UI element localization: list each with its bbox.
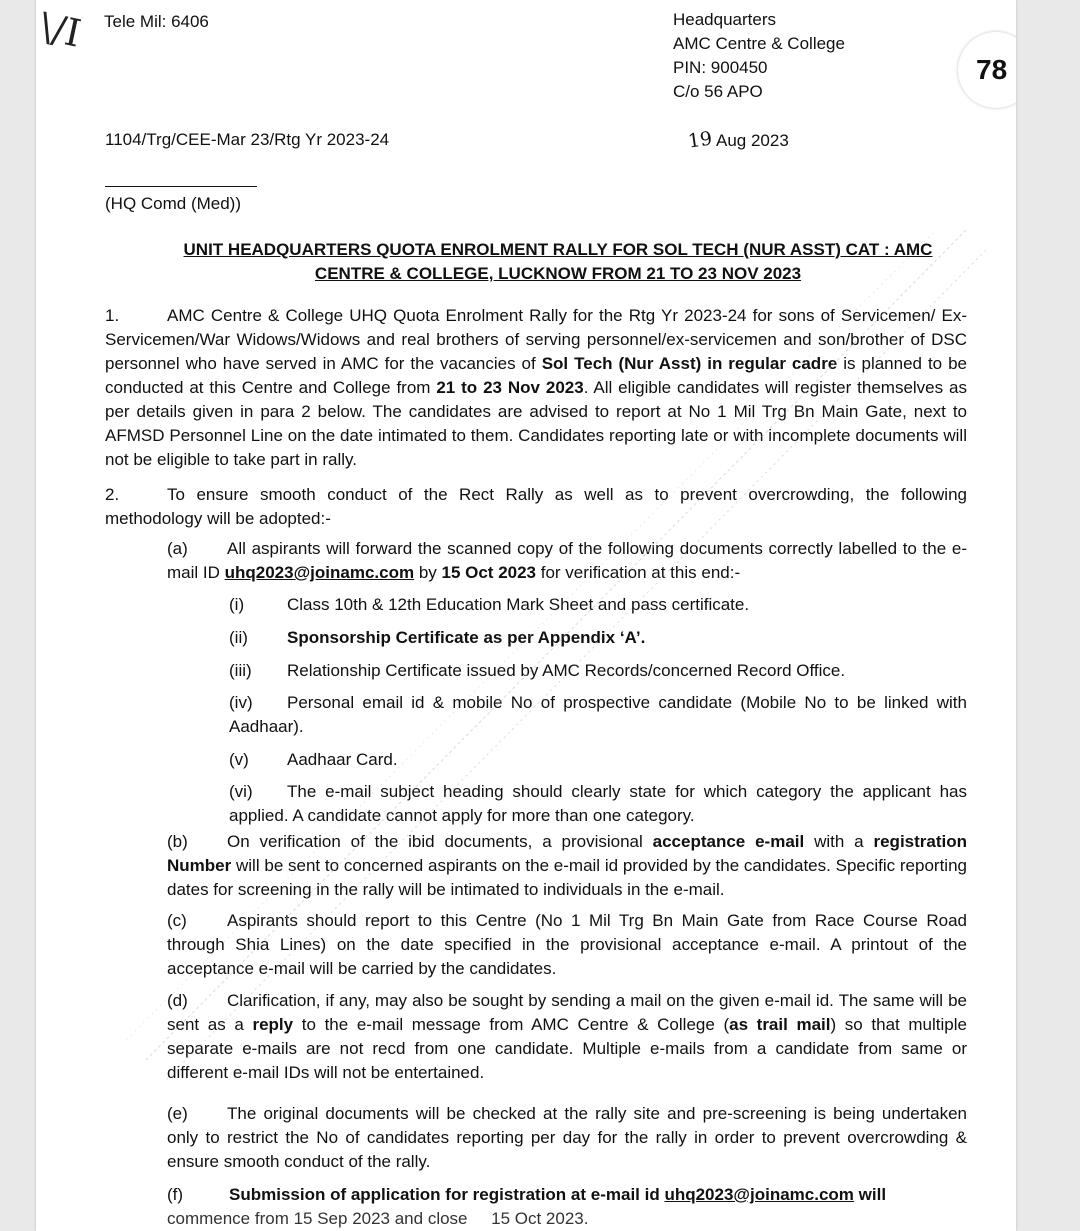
item-iii-label: (iii)	[229, 661, 252, 680]
addressee-rule	[105, 186, 257, 187]
sub-b	[167, 830, 967, 902]
addressee: (HQ Comd (Med))	[105, 194, 242, 213]
para-1-cadre: Sol Tech (Nur Asst) in regular cadre	[541, 354, 838, 373]
para-1	[105, 304, 967, 472]
para-1-number: 1.	[105, 306, 120, 325]
item-iv-label: (iv)	[229, 693, 253, 712]
sub-a-text-2: by	[414, 563, 442, 582]
item-vi-label: (vi)	[229, 782, 253, 801]
item-v-text: Aadhaar Card.	[287, 750, 398, 769]
sub-d-text-2: to the e-mail message from AMC Centre & College (	[293, 1015, 730, 1034]
date-month-year: Aug 2023	[715, 131, 789, 150]
item-iii-text: Relationship Certificate issued by AMC Records/concerned Record Office.	[287, 661, 846, 680]
address-line-3: PIN: 900450	[673, 58, 768, 77]
sub-a-label: (a)	[167, 539, 188, 558]
sub-c-label: (c)	[167, 911, 187, 930]
letter-page	[36, 0, 1016, 1231]
item-ii-text: Sponsorship Certificate as per Appendix ‘A’.	[287, 628, 646, 647]
item-vi-text: The e-mail subject heading should clearly state for which category the applicant has applied. A candidate cannot apply for more than one category.	[229, 782, 967, 825]
address-line-2: AMC Centre & College	[673, 34, 845, 53]
sub-f-line-1	[229, 1183, 886, 1207]
sub-d-label: (d)	[167, 991, 188, 1010]
sub-f-email: uhq2023@joinamc.com	[664, 1185, 854, 1204]
address-line-1: Headquarters	[673, 10, 777, 29]
sub-d-trail-mail: as trail mail	[729, 1015, 831, 1034]
para-1-text-1: AMC Centre & College UHQ Quota Enrolment Rally for the Rtg Yr 2023-24 for sons of Servicemen/ Ex-Servicemen/War Widows/Widows and real brothers of serving personnel/ex-servicemen and son/brother of DSC personnel who have served in AMC for the vacancies of	[105, 306, 967, 373]
sub-a-date: 15 Oct 2023	[441, 563, 537, 582]
para-1-dates: 21 to 23 Nov 2023	[436, 378, 584, 397]
sub-c: Aspirants should report to this Centre (No 1 Mil Trg Bn Main Gate from Race Course Road through Shia Lines) on the date specified in the provisional acceptance e-mail. A printout of the acceptance e-mail will be carried by the candidates.	[167, 911, 967, 978]
letter-date	[688, 128, 789, 153]
sub-d-text-3: ) so that multiple separate e-mails are not recd from one candidate. Multiple e-mails from a candidate from same or different e-mail IDs will not be entertained.	[167, 1015, 967, 1082]
item-i-label: (i)	[229, 595, 245, 614]
sub-b-text-1: On verification of the ibid documents, a provisional	[227, 832, 653, 851]
sub-b-registration: registration Number	[167, 832, 968, 875]
address-line-4: C/o 56 APO	[673, 82, 763, 101]
item-ii-label: (ii)	[229, 628, 248, 647]
sub-e: The original documents will be checked at the rally site and pre-screening is being undertaken only to restrict the No of candidates reporting per day for the rally in order to prevent overcrowding & ensure smooth conduct of the rally.	[167, 1104, 967, 1171]
sub-d-text-1: Clarification, if any, may also be sought by sending a mail on the given e-mail id. The same will be sent as a	[167, 991, 967, 1034]
sub-a-text-1: All aspirants will forward the scanned copy of the following documents correctly labelled to the e-mail ID	[167, 539, 967, 582]
handwritten-mark: \/I	[36, 4, 85, 56]
sub-f-text-2: will	[853, 1185, 887, 1204]
sub-b-acceptance: acceptance e-mail	[652, 832, 805, 851]
sub-a	[167, 537, 967, 585]
page-number-badge: 78	[958, 32, 1016, 108]
sub-f-line-2: commence from 15 Sep 2023 and close 15 Oct 2023.	[167, 1209, 589, 1228]
sub-f-text-1: Submission of application for registration at e-mail id	[229, 1185, 665, 1204]
sub-f-label: (f)	[167, 1185, 184, 1204]
sub-b-text-2: with a	[804, 832, 874, 851]
letter-title-line-1: UNIT HEADQUARTERS QUOTA ENROLMENT RALLY FOR SOL TECH (NUR ASST) CAT : AMC	[183, 240, 933, 259]
sub-d	[167, 989, 967, 1085]
item-iv-text: Personal email id & mobile No of prospective candidate (Mobile No to be linked with Aadhaar).	[229, 693, 967, 736]
sub-e-label: (e)	[167, 1104, 188, 1123]
sub-b-text-3: will be sent to concerned aspirants on the e-mail id provided by the candidates. Specific reporting dates for screening in the rally will be intimated to individuals in the e-mail.	[167, 856, 967, 899]
tele-number: Tele Mil: 6406	[104, 12, 209, 31]
para-2: To ensure smooth conduct of the Rect Rally as well as to prevent overcrowding, the following methodology will be adopted:-	[105, 485, 967, 528]
para-1-text-3: . All eligible candidates will register themselves as per details given in para 2 below. The candidates are advised to report at No 1 Mil Trg Bn Main Gate, next to AFMSD Personnel Line on the date intimated to them. Candidates reporting late or with incomplete documents will not be eligible to take part in rally.	[105, 378, 967, 469]
date-day-handwritten: 19	[686, 127, 714, 153]
para-1-text-2: is planned to be conducted at this Centre and College from	[105, 354, 968, 397]
item-i-text: Class 10th & 12th Education Mark Sheet and pass certificate.	[287, 595, 750, 614]
letter-title-line-2: CENTRE & COLLEGE, LUCKNOW FROM 21 TO 23 NOV 2023	[314, 264, 802, 283]
sub-a-email: uhq2023@joinamc.com	[224, 563, 415, 582]
sub-b-label: (b)	[167, 832, 188, 851]
item-v-label: (v)	[229, 750, 249, 769]
para-2-number: 2.	[105, 485, 120, 504]
sub-a-text-3: for verification at this end:-	[536, 563, 741, 582]
sub-d-reply: reply	[252, 1015, 294, 1034]
reference-number: 1104/Trg/CEE-Mar 23/Rtg Yr 2023-24	[105, 130, 390, 149]
